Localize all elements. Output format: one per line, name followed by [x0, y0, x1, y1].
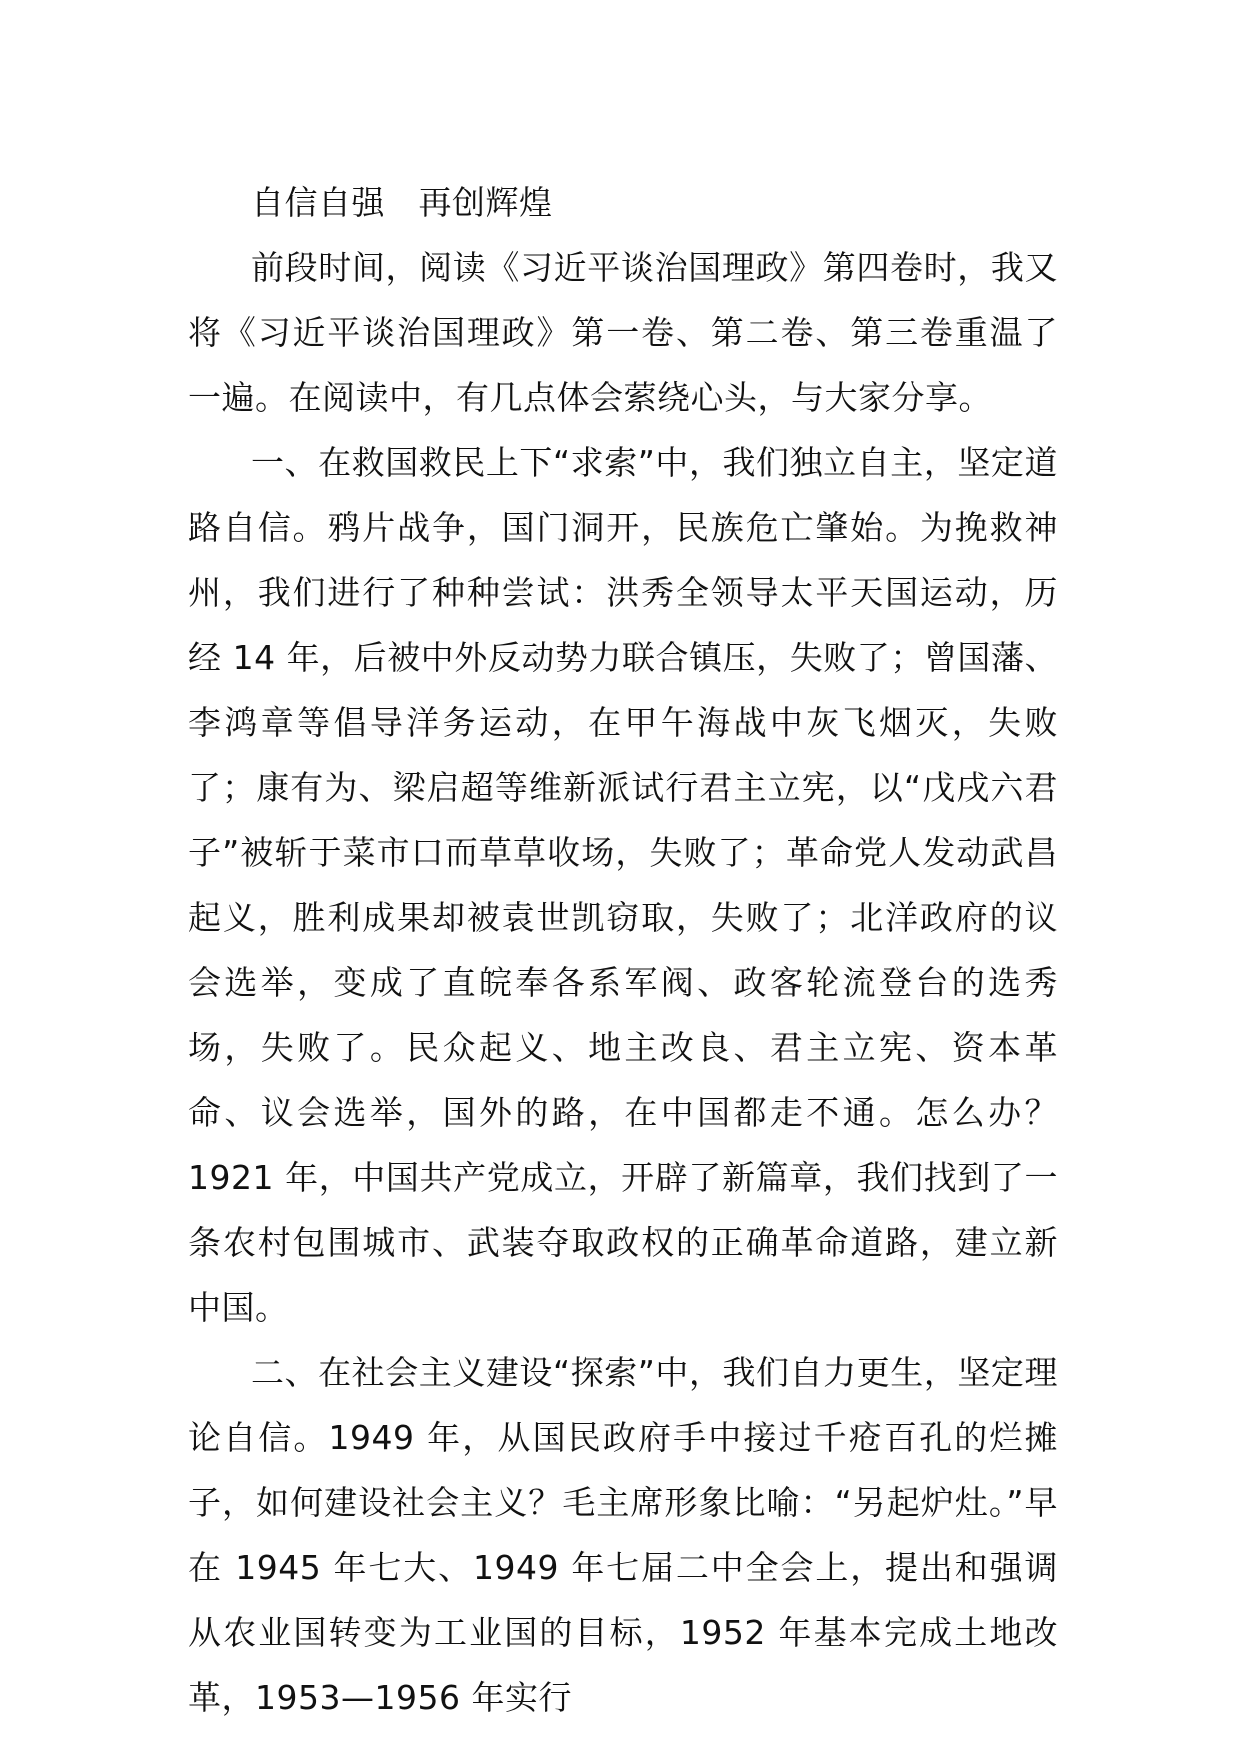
document-title: 自信自强 再创辉煌 — [251, 183, 553, 222]
paragraph-section-two: 二、在社会主义建设“探索”中，我们自力更生，坚定理论自信。1949 年，从国民政府手中接过千疮百孔的烂摊子，如何建设社会主义？毛主席形象比喻：“另起炉灶。”早在 1945 年七大、1949 年七届二中全会上，提出和强调从农业国转变为工业国的目标，1952 年基本完成土地改革，1953—1956 年实行 — [188, 1353, 1058, 1717]
document-body — [188, 170, 1058, 1730]
paragraph-section-one: 一、在救国救民上下“求索”中，我们独立自主，坚定道路自信。鸦片战争，国门洞开，民族危亡肇始。为挽救神州，我们进行了种种尝试：洪秀全领导太平天国运动，历经 14 年，后被中外反动势力联合镇压，失败了；曾国藩、李鸿章等倡导洋务运动，在甲午海战中灰飞烟灭，失败了；康有为、梁启超等维新派试行君主立宪，以“戊戌六君子”被斩于菜市口而草草收场，失败了；革命党人发动武昌起义，胜利成果却被袁世凯窃取，失败了；北洋政府的议会选举，变成了直皖奉各系军阀、政客轮流登台的选秀场，失败了。民众起义、地主改良、君主立宪、资本革命、议会选举，国外的路，在中国都走不通。怎么办？1921 年，中国共产党成立，开辟了新篇章，我们找到了一条农村包围城市、武装夺取政权的正确革命道路，建立新中国。 — [188, 443, 1058, 1327]
paragraph-intro: 前段时间，阅读《习近平谈治国理政》第四卷时，我又将《习近平谈治国理政》第一卷、第二卷、第三卷重温了一遍。在阅读中，有几点体会萦绕心头，与大家分享。 — [188, 248, 1058, 417]
